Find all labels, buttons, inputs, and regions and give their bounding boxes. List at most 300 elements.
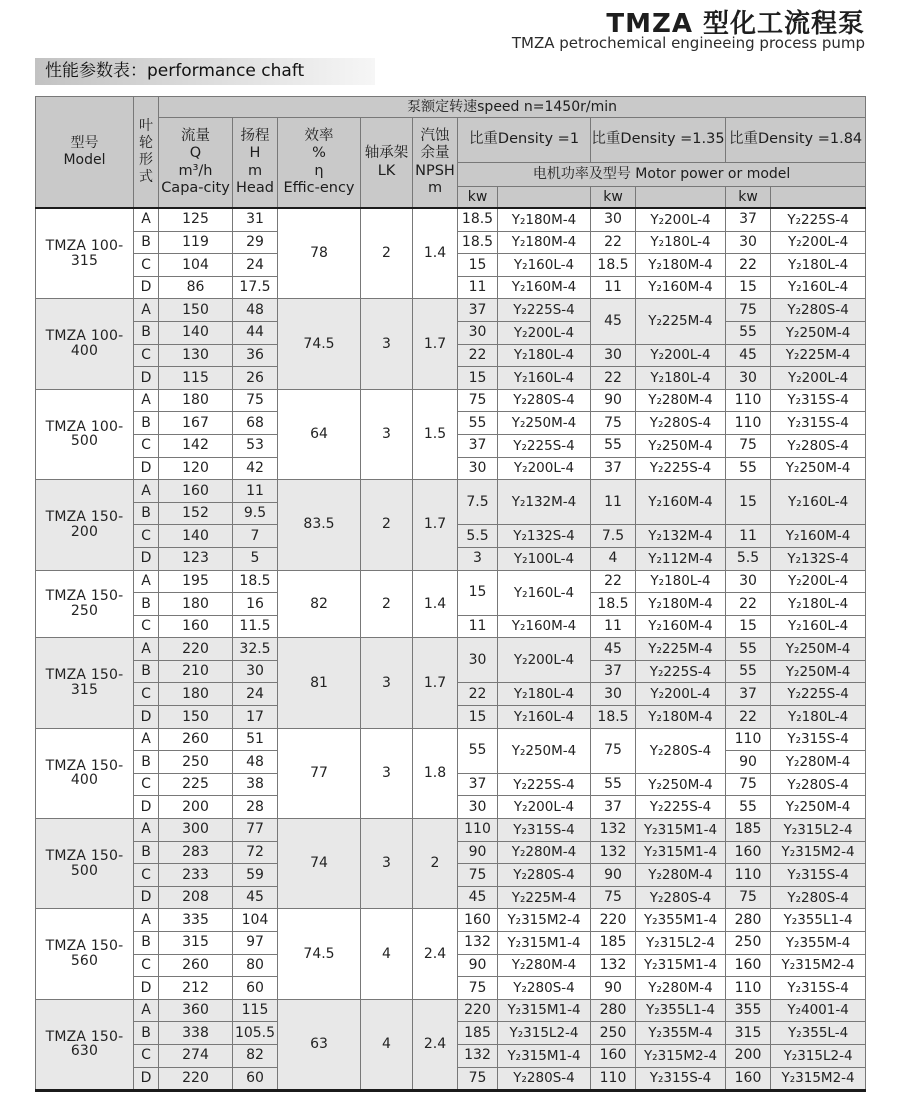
cell-kw-d184: 55 <box>726 321 771 344</box>
cell-impeller: B <box>134 841 159 864</box>
cell-kw-d1: 18.5 <box>458 208 498 231</box>
cell-kw-d184: 15 <box>726 276 771 299</box>
cell-impeller: C <box>134 683 159 706</box>
cell-motor-d184: Y₂180L-4 <box>771 706 866 729</box>
cell-head: 53 <box>233 434 278 457</box>
cell-kw-d184: 5.5 <box>726 547 771 570</box>
cell-motor-d1: Y₂160L-4 <box>498 570 591 615</box>
cell-impeller: C <box>134 954 159 977</box>
cell-kw-d184: 22 <box>726 254 771 277</box>
cell-efficiency: 74.5 <box>278 909 361 999</box>
cell-motor-d184: Y₂250M-4 <box>771 796 866 819</box>
cell-head: 11.5 <box>233 615 278 638</box>
cell-capacity: 140 <box>159 321 233 344</box>
cell-kw-d184: 315 <box>726 1022 771 1045</box>
cell-motor-d184: Y₂200L-4 <box>771 367 866 390</box>
cell-head: 59 <box>233 864 278 887</box>
cell-motor-d135: Y₂160M-4 <box>636 480 726 525</box>
cell-motor-d135: Y₂315M1-4 <box>636 954 726 977</box>
table-row <box>36 299 866 322</box>
cell-capacity: 86 <box>159 276 233 299</box>
cell-impeller: D <box>134 977 159 1000</box>
table-row <box>36 638 866 661</box>
cell-motor-d184: Y₂315S-4 <box>771 864 866 887</box>
cell-npsh: 1.7 <box>413 299 458 389</box>
cell-motor-d184: Y₂280M-4 <box>771 751 866 774</box>
cell-motor-d135: Y₂160M-4 <box>636 615 726 638</box>
cell-motor-d135: Y₂280S-4 <box>636 412 726 435</box>
cell-capacity: 315 <box>159 932 233 955</box>
cell-kw-d135: 18.5 <box>591 593 636 616</box>
cell-motor-d1: Y₂250M-4 <box>498 728 591 773</box>
cell-head: 72 <box>233 841 278 864</box>
cell-motor-d1: Y₂160L-4 <box>498 254 591 277</box>
cell-efficiency: 74 <box>278 819 361 909</box>
cell-kw-d135: 75 <box>591 886 636 909</box>
cell-motor-d1: Y₂280S-4 <box>498 864 591 887</box>
cell-impeller: C <box>134 344 159 367</box>
cell-bearing: 3 <box>361 638 413 728</box>
cell-motor-d184: Y₂160M-4 <box>771 525 866 548</box>
cell-kw-d135: 75 <box>591 412 636 435</box>
cell-head: 11 <box>233 480 278 503</box>
cell-efficiency: 82 <box>278 570 361 638</box>
cell-model: TMZA 150-400 <box>36 728 134 818</box>
pump-group <box>36 909 866 999</box>
cell-impeller: B <box>134 660 159 683</box>
pump-group <box>36 299 866 389</box>
cell-kw-d184: 185 <box>726 819 771 842</box>
col-header-motor-d184 <box>771 187 866 209</box>
cell-kw-d135: 90 <box>591 389 636 412</box>
cell-motor-d184: Y₂180L-4 <box>771 254 866 277</box>
cell-kw-d1: 37 <box>458 773 498 796</box>
cell-capacity: 195 <box>159 570 233 593</box>
cell-kw-d135: 132 <box>591 841 636 864</box>
cell-kw-d1: 7.5 <box>458 480 498 525</box>
cell-head: 24 <box>233 254 278 277</box>
cell-capacity: 120 <box>159 457 233 480</box>
cell-kw-d135: 11 <box>591 276 636 299</box>
cell-kw-d184: 200 <box>726 1044 771 1067</box>
cell-kw-d1: 75 <box>458 864 498 887</box>
cell-impeller: A <box>134 909 159 932</box>
cell-motor-d184: Y₂160L-4 <box>771 480 866 525</box>
cell-motor-d135: Y₂280M-4 <box>636 864 726 887</box>
cell-head: 48 <box>233 751 278 774</box>
cell-kw-d1: 220 <box>458 999 498 1022</box>
cell-kw-d135: 132 <box>591 819 636 842</box>
cell-impeller: B <box>134 1022 159 1045</box>
cell-kw-d1: 30 <box>458 796 498 819</box>
table-header <box>36 97 866 209</box>
pump-group <box>36 999 866 1090</box>
cell-capacity: 212 <box>159 977 233 1000</box>
cell-bearing: 3 <box>361 299 413 389</box>
cell-npsh: 1.5 <box>413 389 458 479</box>
cell-model: TMZA 150-315 <box>36 638 134 728</box>
cell-model: TMZA 150-560 <box>36 909 134 999</box>
cell-kw-d135: 30 <box>591 683 636 706</box>
cell-head: 7 <box>233 525 278 548</box>
cell-capacity: 142 <box>159 434 233 457</box>
cell-npsh: 1.4 <box>413 570 458 638</box>
cell-kw-d135: 45 <box>591 638 636 661</box>
col-header-efficiency: 效率 % η Effic-ency <box>278 118 361 209</box>
cell-kw-d184: 30 <box>726 231 771 254</box>
cell-head: 5 <box>233 547 278 570</box>
cell-impeller: B <box>134 502 159 525</box>
cell-capacity: 152 <box>159 502 233 525</box>
cell-model: TMZA 100-400 <box>36 299 134 389</box>
col-header-motor-d1 <box>498 187 591 209</box>
cell-capacity: 338 <box>159 1022 233 1045</box>
cell-head: 82 <box>233 1044 278 1067</box>
table-row <box>36 208 866 231</box>
cell-bearing: 3 <box>361 819 413 909</box>
cell-motor-d1: Y₂315L2-4 <box>498 1022 591 1045</box>
cell-kw-d184: 30 <box>726 367 771 390</box>
cell-head: 32.5 <box>233 638 278 661</box>
cell-kw-d135: 18.5 <box>591 254 636 277</box>
cell-kw-d135: 220 <box>591 909 636 932</box>
cell-npsh: 1.4 <box>413 208 458 299</box>
cell-model: TMZA 100-315 <box>36 208 134 299</box>
cell-kw-d135: 37 <box>591 457 636 480</box>
page-title: TMZA 型化工流程泵 <box>606 9 865 39</box>
cell-impeller: A <box>134 389 159 412</box>
cell-kw-d184: 110 <box>726 412 771 435</box>
cell-efficiency: 81 <box>278 638 361 728</box>
cell-head: 9.5 <box>233 502 278 525</box>
cell-impeller: A <box>134 299 159 322</box>
cell-kw-d184: 55 <box>726 457 771 480</box>
cell-npsh: 1.7 <box>413 638 458 728</box>
cell-impeller: B <box>134 932 159 955</box>
cell-motor-d1: Y₂180L-4 <box>498 683 591 706</box>
cell-kw-d135: 7.5 <box>591 525 636 548</box>
cell-motor-d135: Y₂225M-4 <box>636 638 726 661</box>
cell-efficiency: 77 <box>278 728 361 818</box>
cell-impeller: A <box>134 638 159 661</box>
table-row <box>36 480 866 503</box>
table-row <box>36 909 866 932</box>
cell-kw-d184: 37 <box>726 208 771 231</box>
cell-head: 68 <box>233 412 278 435</box>
cell-bearing: 4 <box>361 909 413 999</box>
cell-motor-d135: Y₂200L-4 <box>636 683 726 706</box>
cell-motor-d1: Y₂315M1-4 <box>498 999 591 1022</box>
cell-head: 51 <box>233 728 278 751</box>
cell-head: 105.5 <box>233 1022 278 1045</box>
cell-impeller: D <box>134 276 159 299</box>
cell-kw-d135: 30 <box>591 344 636 367</box>
cell-motor-d135: Y₂225S-4 <box>636 796 726 819</box>
cell-motor-d1: Y₂225S-4 <box>498 773 591 796</box>
cell-motor-d1: Y₂180M-4 <box>498 231 591 254</box>
cell-motor-d184: Y₂315M2-4 <box>771 954 866 977</box>
cell-kw-d135: 11 <box>591 615 636 638</box>
cell-kw-d1: 15 <box>458 706 498 729</box>
cell-motor-d135: Y₂200L-4 <box>636 344 726 367</box>
cell-motor-d1: Y₂280S-4 <box>498 1067 591 1091</box>
cell-kw-d184: 15 <box>726 480 771 525</box>
cell-kw-d1: 5.5 <box>458 525 498 548</box>
section-title-bar: 性能参数表：performance chaft <box>35 58 375 85</box>
cell-kw-d184: 75 <box>726 434 771 457</box>
cell-kw-d135: 37 <box>591 660 636 683</box>
cell-impeller: D <box>134 796 159 819</box>
col-header-impeller: 叶 轮 形 式 <box>134 97 159 209</box>
cell-head: 60 <box>233 977 278 1000</box>
pump-group <box>36 208 866 299</box>
cell-capacity: 335 <box>159 909 233 932</box>
cell-motor-d184: Y₂132S-4 <box>771 547 866 570</box>
cell-capacity: 208 <box>159 886 233 909</box>
cell-kw-d1: 11 <box>458 276 498 299</box>
cell-motor-d184: Y₂250M-4 <box>771 638 866 661</box>
cell-kw-d184: 22 <box>726 593 771 616</box>
cell-bearing: 2 <box>361 480 413 570</box>
cell-capacity: 123 <box>159 547 233 570</box>
cell-motor-d135: Y₂315M2-4 <box>636 1044 726 1067</box>
cell-kw-d1: 22 <box>458 344 498 367</box>
cell-impeller: A <box>134 570 159 593</box>
cell-impeller: D <box>134 1067 159 1091</box>
cell-capacity: 300 <box>159 819 233 842</box>
cell-efficiency: 83.5 <box>278 480 361 570</box>
cell-motor-d1: Y₂200L-4 <box>498 796 591 819</box>
cell-kw-d135: 110 <box>591 1067 636 1091</box>
cell-capacity: 360 <box>159 999 233 1022</box>
cell-impeller: D <box>134 457 159 480</box>
cell-impeller: B <box>134 593 159 616</box>
cell-kw-d184: 11 <box>726 525 771 548</box>
cell-npsh: 1.8 <box>413 728 458 818</box>
table-row <box>36 97 866 118</box>
cell-impeller: C <box>134 773 159 796</box>
cell-kw-d135: 22 <box>591 231 636 254</box>
cell-impeller: C <box>134 434 159 457</box>
cell-kw-d135: 160 <box>591 1044 636 1067</box>
cell-capacity: 180 <box>159 683 233 706</box>
cell-capacity: 160 <box>159 615 233 638</box>
cell-motor-d184: Y₂280S-4 <box>771 434 866 457</box>
cell-bearing: 3 <box>361 389 413 479</box>
cell-motor-d135: Y₂200L-4 <box>636 208 726 231</box>
cell-motor-d184: Y₂225S-4 <box>771 683 866 706</box>
cell-efficiency: 63 <box>278 999 361 1090</box>
cell-capacity: 260 <box>159 728 233 751</box>
cell-motor-d1: Y₂132S-4 <box>498 525 591 548</box>
cell-motor-d184: Y₂250M-4 <box>771 321 866 344</box>
cell-kw-d135: 22 <box>591 570 636 593</box>
cell-capacity: 115 <box>159 367 233 390</box>
header-density-184: 比重Density =1.84 <box>726 118 866 163</box>
cell-kw-d1: 30 <box>458 638 498 683</box>
cell-motor-d135: Y₂225M-4 <box>636 299 726 344</box>
cell-motor-d1: Y₂250M-4 <box>498 412 591 435</box>
cell-kw-d1: 3 <box>458 547 498 570</box>
cell-kw-d184: 55 <box>726 660 771 683</box>
cell-model: TMZA 150-500 <box>36 819 134 909</box>
cell-head: 115 <box>233 999 278 1022</box>
table-row <box>36 570 866 593</box>
cell-kw-d184: 45 <box>726 344 771 367</box>
cell-motor-d135: Y₂280S-4 <box>636 886 726 909</box>
cell-motor-d135: Y₂315M1-4 <box>636 841 726 864</box>
cell-capacity: 130 <box>159 344 233 367</box>
cell-impeller: A <box>134 728 159 751</box>
cell-motor-d184: Y₂200L-4 <box>771 570 866 593</box>
cell-motor-d1: Y₂280S-4 <box>498 389 591 412</box>
cell-capacity: 200 <box>159 796 233 819</box>
cell-impeller: D <box>134 706 159 729</box>
cell-npsh: 1.7 <box>413 480 458 570</box>
cell-motor-d135: Y₂280S-4 <box>636 728 726 773</box>
pump-group <box>36 389 866 479</box>
cell-motor-d135: Y₂280M-4 <box>636 977 726 1000</box>
cell-kw-d184: 160 <box>726 841 771 864</box>
cell-motor-d135: Y₂132M-4 <box>636 525 726 548</box>
cell-motor-d184: Y₂315L2-4 <box>771 1044 866 1067</box>
cell-bearing: 2 <box>361 570 413 638</box>
cell-kw-d1: 18.5 <box>458 231 498 254</box>
cell-motor-d1: Y₂160M-4 <box>498 276 591 299</box>
cell-head: 31 <box>233 208 278 231</box>
cell-kw-d135: 37 <box>591 796 636 819</box>
cell-motor-d1: Y₂180L-4 <box>498 344 591 367</box>
cell-kw-d135: 250 <box>591 1022 636 1045</box>
cell-impeller: A <box>134 480 159 503</box>
cell-model: TMZA 150-250 <box>36 570 134 638</box>
cell-kw-d184: 22 <box>726 706 771 729</box>
cell-kw-d1: 15 <box>458 254 498 277</box>
cell-kw-d184: 75 <box>726 886 771 909</box>
header-density-1: 比重Density =1 <box>458 118 591 163</box>
cell-head: 18.5 <box>233 570 278 593</box>
cell-capacity: 225 <box>159 773 233 796</box>
cell-head: 30 <box>233 660 278 683</box>
cell-motor-d135: Y₂315M1-4 <box>636 819 726 842</box>
cell-motor-d184: Y₂315S-4 <box>771 977 866 1000</box>
cell-motor-d184: Y₂355L-4 <box>771 1022 866 1045</box>
cell-kw-d184: 55 <box>726 638 771 661</box>
cell-kw-d135: 55 <box>591 773 636 796</box>
cell-motor-d135: Y₂355M1-4 <box>636 909 726 932</box>
cell-kw-d1: 37 <box>458 434 498 457</box>
cell-motor-d135: Y₂355M-4 <box>636 1022 726 1045</box>
cell-motor-d1: Y₂200L-4 <box>498 638 591 683</box>
cell-kw-d1: 90 <box>458 841 498 864</box>
cell-impeller: A <box>134 999 159 1022</box>
cell-head: 28 <box>233 796 278 819</box>
cell-kw-d1: 11 <box>458 615 498 638</box>
cell-impeller: C <box>134 1044 159 1067</box>
cell-kw-d135: 4 <box>591 547 636 570</box>
cell-capacity: 180 <box>159 389 233 412</box>
cell-efficiency: 78 <box>278 208 361 299</box>
cell-motor-d184: Y₂160L-4 <box>771 615 866 638</box>
cell-motor-d184: Y₂4001-4 <box>771 999 866 1022</box>
cell-motor-d1: Y₂315M2-4 <box>498 909 591 932</box>
cell-head: 17.5 <box>233 276 278 299</box>
cell-npsh: 2.4 <box>413 909 458 999</box>
cell-kw-d1: 55 <box>458 728 498 773</box>
cell-kw-d1: 160 <box>458 909 498 932</box>
header-rated-speed: 泵额定转速speed n=1450r/min <box>159 97 866 118</box>
cell-motor-d1: Y₂315M1-4 <box>498 932 591 955</box>
cell-motor-d184: Y₂355L1-4 <box>771 909 866 932</box>
cell-motor-d135: Y₂180L-4 <box>636 367 726 390</box>
cell-capacity: 150 <box>159 706 233 729</box>
cell-kw-d135: 11 <box>591 480 636 525</box>
table-row <box>36 389 866 412</box>
cell-impeller: C <box>134 254 159 277</box>
cell-kw-d184: 90 <box>726 751 771 774</box>
cell-impeller: C <box>134 615 159 638</box>
cell-motor-d1: Y₂100L-4 <box>498 547 591 570</box>
cell-head: 60 <box>233 1067 278 1091</box>
cell-motor-d135: Y₂180M-4 <box>636 254 726 277</box>
cell-capacity: 104 <box>159 254 233 277</box>
col-header-npsh: 汽蚀 余量 NPSH m <box>413 118 458 209</box>
cell-kw-d135: 75 <box>591 728 636 773</box>
cell-motor-d184: Y₂250M-4 <box>771 660 866 683</box>
pump-group <box>36 728 866 818</box>
cell-kw-d1: 110 <box>458 819 498 842</box>
cell-kw-d184: 110 <box>726 977 771 1000</box>
cell-capacity: 210 <box>159 660 233 683</box>
cell-model: TMZA 150-630 <box>36 999 134 1090</box>
cell-head: 17 <box>233 706 278 729</box>
cell-kw-d184: 160 <box>726 1067 771 1091</box>
cell-efficiency: 74.5 <box>278 299 361 389</box>
cell-capacity: 250 <box>159 751 233 774</box>
cell-capacity: 220 <box>159 1067 233 1091</box>
cell-motor-d1: Y₂200L-4 <box>498 321 591 344</box>
cell-kw-d184: 55 <box>726 796 771 819</box>
cell-motor-d1: Y₂280S-4 <box>498 977 591 1000</box>
cell-capacity: 233 <box>159 864 233 887</box>
cell-motor-d1: Y₂280M-4 <box>498 841 591 864</box>
cell-capacity: 140 <box>159 525 233 548</box>
cell-motor-d135: Y₂180L-4 <box>636 570 726 593</box>
cell-model: TMZA 150-200 <box>36 480 134 570</box>
cell-head: 16 <box>233 593 278 616</box>
cell-motor-d135: Y₂180M-4 <box>636 593 726 616</box>
cell-capacity: 283 <box>159 841 233 864</box>
performance-table <box>35 96 866 1092</box>
cell-impeller: D <box>134 367 159 390</box>
cell-kw-d184: 250 <box>726 932 771 955</box>
cell-motor-d184: Y₂280S-4 <box>771 773 866 796</box>
cell-head: 36 <box>233 344 278 367</box>
cell-impeller: D <box>134 547 159 570</box>
cell-motor-d135: Y₂250M-4 <box>636 434 726 457</box>
col-header-kw-d184: kw <box>726 187 771 209</box>
cell-motor-d135: Y₂112M-4 <box>636 547 726 570</box>
cell-npsh: 2 <box>413 819 458 909</box>
cell-impeller: B <box>134 321 159 344</box>
header-motor-power: 电机功率及型号 Motor power or model <box>458 163 866 187</box>
cell-kw-d135: 280 <box>591 999 636 1022</box>
cell-motor-d184: Y₂180L-4 <box>771 593 866 616</box>
cell-kw-d184: 110 <box>726 389 771 412</box>
cell-motor-d135: Y₂160M-4 <box>636 276 726 299</box>
cell-kw-d1: 37 <box>458 299 498 322</box>
col-header-motor-d135 <box>636 187 726 209</box>
